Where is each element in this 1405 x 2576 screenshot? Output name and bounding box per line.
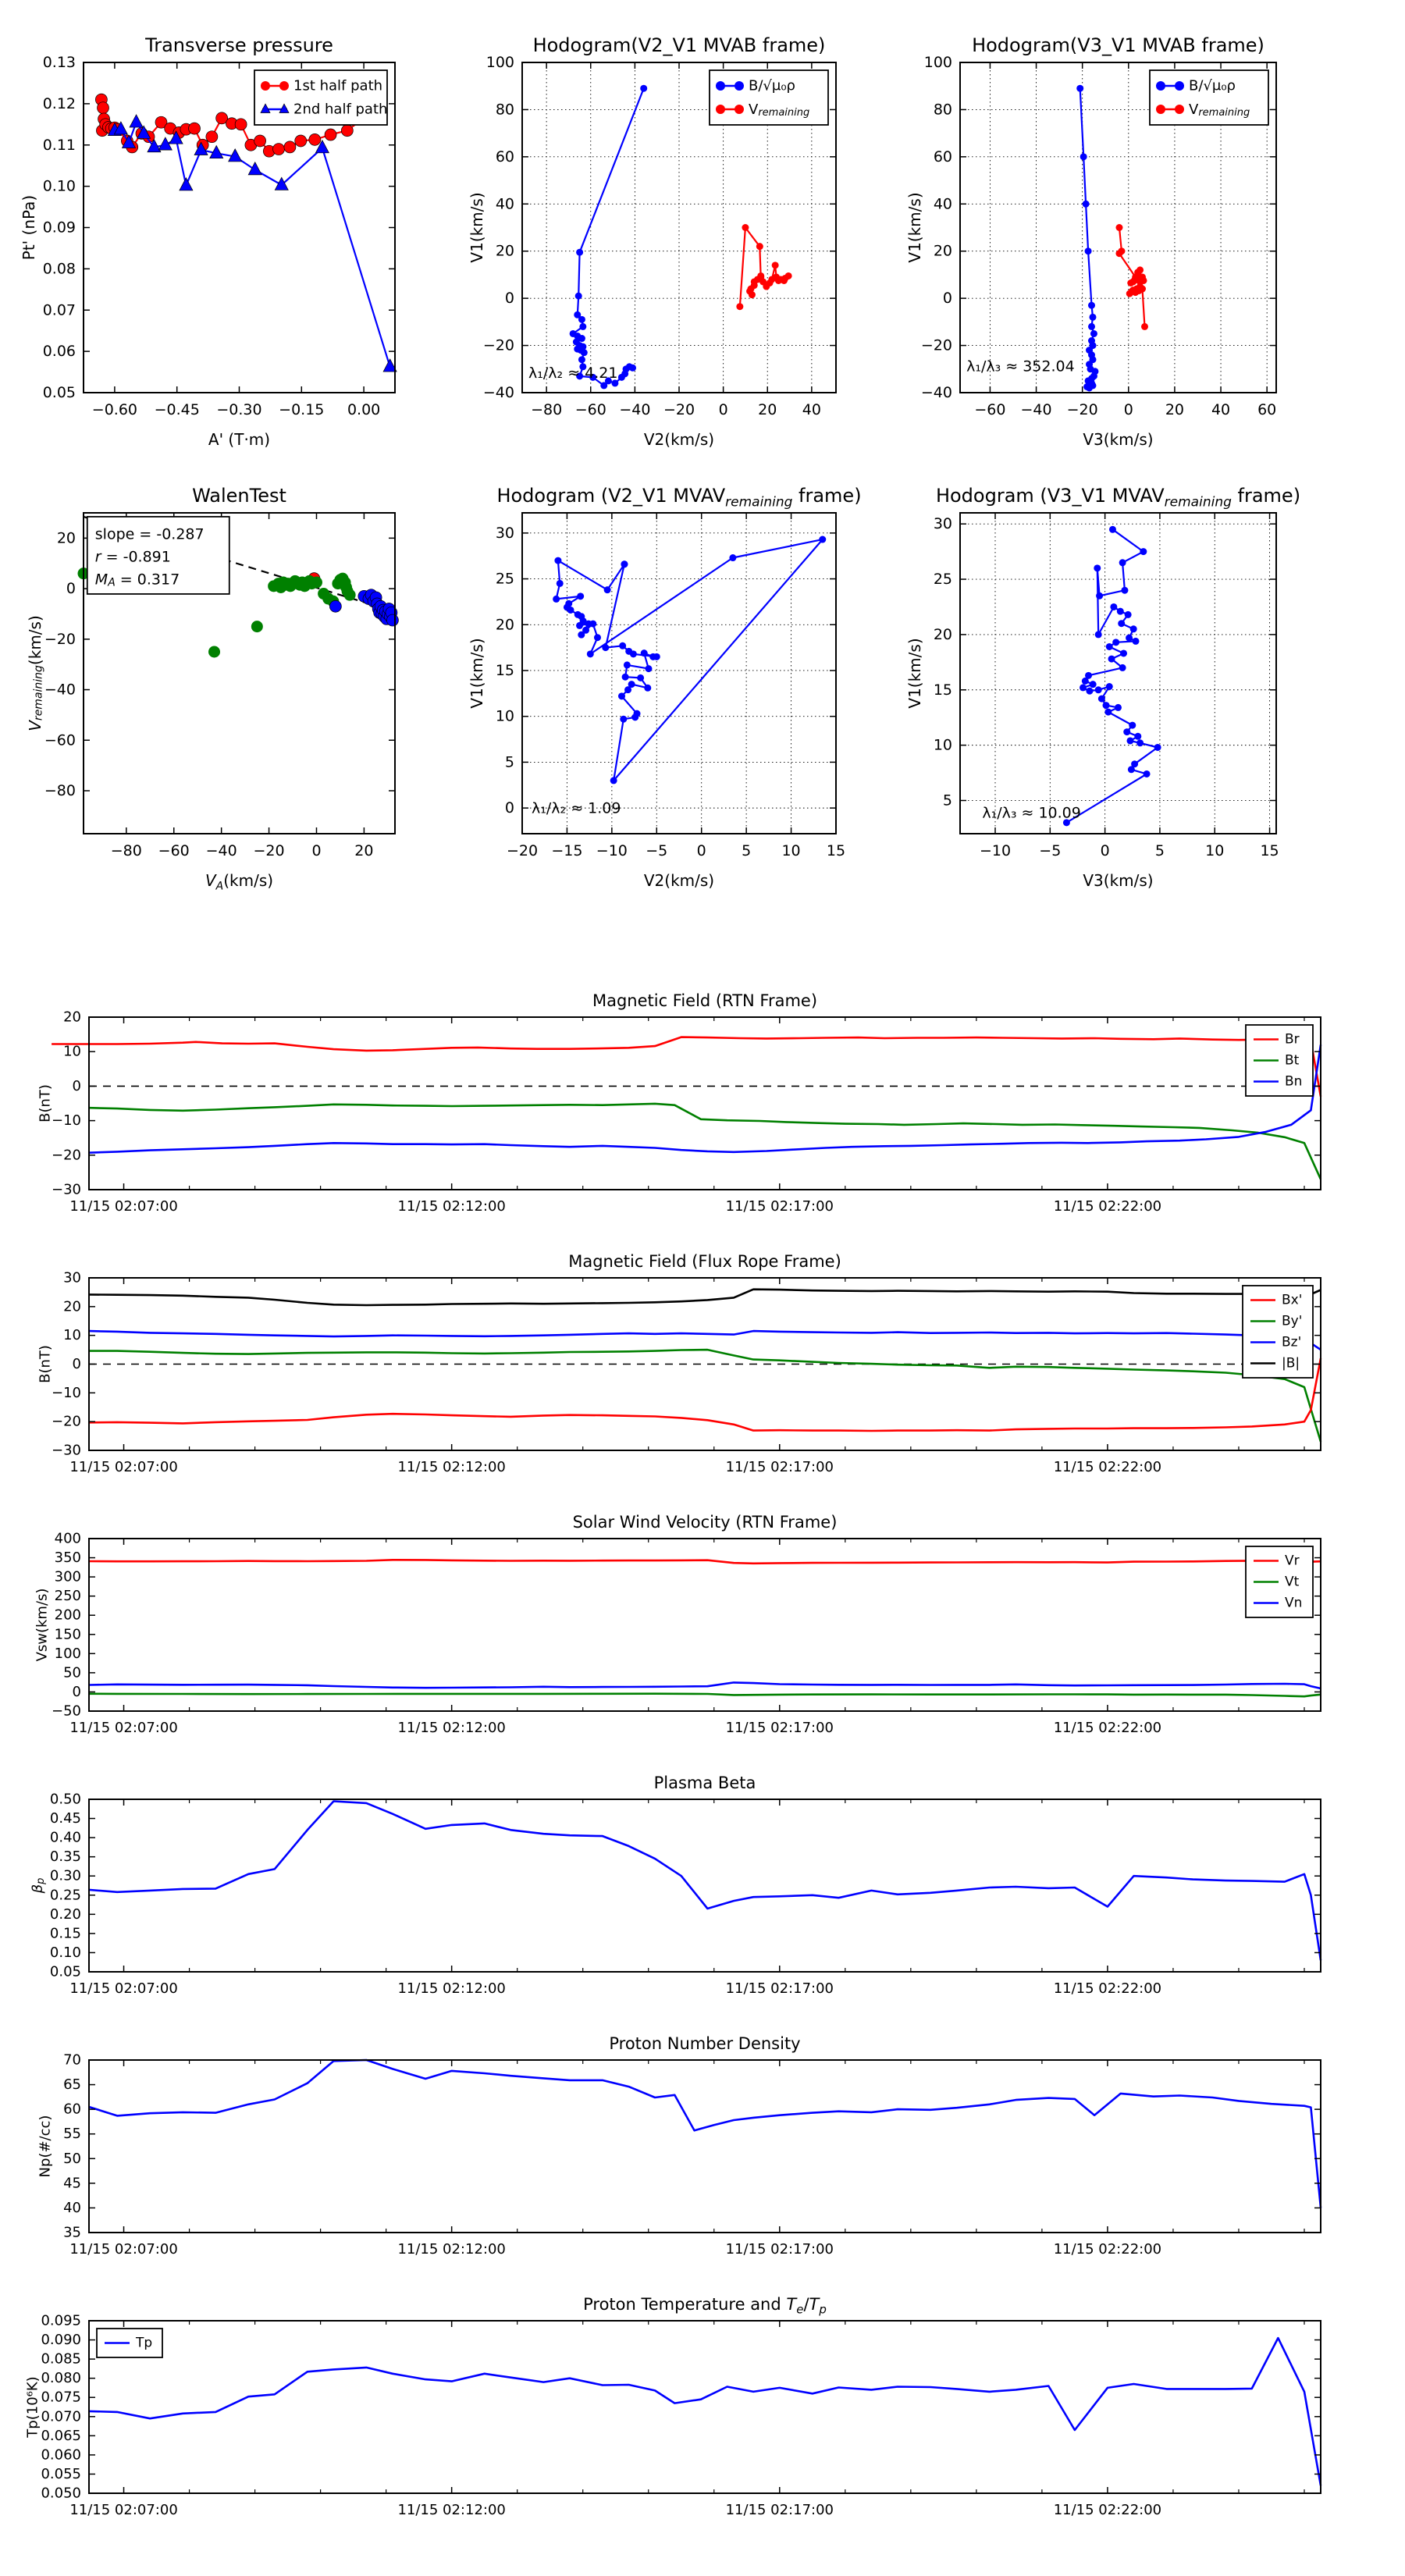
svg-text:0.06: 0.06 [42, 343, 76, 361]
svg-text:λ₁/λ₂ ≈ 4.21: λ₁/λ₂ ≈ 4.21 [528, 364, 618, 382]
svg-text:300: 300 [54, 1568, 81, 1585]
svg-text:1st half path: 1st half path [293, 77, 383, 94]
svg-text:MA = 0.317: $M_A = 0.317$ [94, 571, 180, 589]
svg-text:11/15 02:12:00: 11/15 02:12:00 [397, 1720, 506, 1736]
svg-text:−60: −60 [974, 401, 1006, 418]
svg-text:0.085: 0.085 [41, 2350, 81, 2368]
svg-text:−60: −60 [574, 401, 606, 418]
svg-text:λ₁/λ₃ ≈ 10.09: λ₁/λ₃ ≈ 10.09 [982, 804, 1081, 822]
svg-text:−30: −30 [52, 1442, 81, 1459]
svg-text:−60: −60 [158, 842, 190, 859]
svg-text:0: 0 [72, 1356, 81, 1372]
svg-text:40: 40 [1211, 401, 1231, 418]
svg-text:−20: −20 [253, 842, 285, 859]
svg-text:0.30: 0.30 [49, 1867, 81, 1884]
svg-text:11/15 02:12:00: 11/15 02:12:00 [397, 1459, 506, 1475]
svg-text:200: 200 [54, 1606, 81, 1624]
svg-text:0.15: 0.15 [49, 1925, 81, 1942]
svg-text:11/15 02:07:00: 11/15 02:07:00 [69, 2241, 178, 2258]
svg-text:0.05: 0.05 [49, 1963, 81, 1980]
svg-text:0.050: 0.050 [41, 2485, 81, 2502]
svg-text:10: 10 [781, 842, 801, 859]
svg-text:−10: −10 [52, 1384, 81, 1401]
svg-text:0.12: 0.12 [42, 94, 76, 112]
svg-text:11/15 02:17:00: 11/15 02:17:00 [725, 1980, 834, 1997]
svg-text:0.11: 0.11 [42, 136, 76, 154]
svg-text:40: 40 [802, 401, 821, 418]
svg-text:11/15 02:22:00: 11/15 02:22:00 [1053, 1459, 1162, 1475]
svg-text:B/√μ₀ρ: B/√μ₀ρ [1189, 77, 1236, 94]
svg-text:0.090: 0.090 [41, 2332, 81, 2349]
svg-text:11/15 02:07:00: 11/15 02:07:00 [69, 1980, 178, 1997]
svg-text:11/15 02:17:00: 11/15 02:17:00 [725, 1459, 834, 1475]
svg-text:20: 20 [63, 1298, 81, 1315]
svg-text:65: 65 [63, 2076, 81, 2094]
svg-text:11/15 02:22:00: 11/15 02:22:00 [1053, 1980, 1162, 1997]
svg-text:A' (T·m): A' (T·m) [208, 430, 271, 449]
svg-text:10: 10 [63, 1327, 81, 1344]
svg-text:11/15 02:07:00: 11/15 02:07:00 [69, 2502, 178, 2518]
svg-text:−0.60: −0.60 [91, 401, 138, 418]
svg-text:V1(km/s): V1(km/s) [468, 192, 486, 263]
svg-text:10: 10 [495, 707, 514, 725]
svg-text:V2(km/s): V2(km/s) [643, 430, 715, 449]
svg-text:0.35: 0.35 [49, 1848, 81, 1866]
svg-text:−5: −5 [1039, 842, 1062, 859]
svg-text:|B|: |B| [1282, 1355, 1300, 1372]
svg-text:B/√μ₀ρ: B/√μ₀ρ [749, 77, 795, 94]
chart-walen-test [26, 485, 395, 893]
svg-text:10: 10 [63, 1043, 81, 1060]
svg-text:0: 0 [504, 799, 514, 817]
svg-text:−15: −15 [551, 842, 583, 859]
svg-text:−10: −10 [979, 842, 1012, 859]
svg-text:20: 20 [495, 242, 514, 260]
chart-hodogram-v3v1-mvav [905, 485, 1301, 890]
svg-text:−20: −20 [52, 1413, 81, 1430]
svg-text:−30: −30 [52, 1181, 81, 1198]
svg-text:100: 100 [486, 54, 514, 71]
svg-text:Plasma Beta: Plasma Beta [653, 1774, 756, 1792]
panel-solar-wind-velocity [34, 1513, 1321, 1736]
svg-text:Transverse pressure: Transverse pressure [145, 34, 333, 56]
svg-text:V1(km/s): V1(km/s) [905, 192, 924, 263]
svg-text:60: 60 [933, 148, 952, 165]
svg-text:−20: −20 [506, 842, 539, 859]
panel-magnetic-field-rtn [37, 991, 1321, 1215]
svg-text:100: 100 [54, 1645, 81, 1662]
svg-text:0.40: 0.40 [49, 1829, 81, 1846]
chart-hodogram-v2v1-mvab [468, 34, 836, 449]
svg-text:r = -0.891: r = -0.891 [94, 548, 171, 566]
svg-text:V1(km/s): V1(km/s) [468, 638, 486, 709]
svg-text:0.20: 0.20 [49, 1905, 81, 1923]
svg-text:Tp(10⁶K): Tp(10⁶K) [24, 2376, 41, 2438]
svg-text:WalenTest: WalenTest [192, 485, 286, 507]
panel-plasma-beta [29, 1774, 1321, 1997]
svg-text:20: 20 [758, 401, 777, 418]
svg-text:40: 40 [933, 195, 952, 213]
svg-text:−50: −50 [52, 1703, 81, 1720]
svg-text:slope = -0.287: slope = -0.287 [94, 525, 205, 543]
svg-text:55: 55 [63, 2126, 81, 2143]
svg-text:35: 35 [63, 2224, 81, 2241]
svg-text:11/15 02:12:00: 11/15 02:12:00 [397, 2502, 506, 2518]
svg-text:25: 25 [933, 571, 952, 589]
svg-text:5: 5 [742, 842, 752, 859]
svg-text:−80: −80 [110, 842, 142, 859]
svg-text:11/15 02:12:00: 11/15 02:12:00 [397, 2241, 506, 2258]
svg-text:−60: −60 [44, 731, 76, 749]
panel-proton-temperature [24, 2295, 1321, 2518]
svg-text:0.080: 0.080 [41, 2370, 81, 2387]
svg-text:−20: −20 [44, 630, 76, 648]
svg-text:V3(km/s): V3(km/s) [1083, 430, 1154, 449]
svg-text:0: 0 [696, 842, 706, 859]
svg-text:15: 15 [1260, 842, 1279, 859]
svg-text:11/15 02:07:00: 11/15 02:07:00 [69, 1198, 178, 1215]
svg-text:−40: −40 [205, 842, 237, 859]
svg-text:15: 15 [495, 661, 514, 679]
svg-text:−20: −20 [920, 336, 952, 354]
svg-text:20: 20 [933, 242, 952, 260]
svg-text:80: 80 [495, 101, 514, 119]
svg-text:0: 0 [1123, 401, 1133, 418]
svg-text:Hodogram (V3_V1 MVAVremaining: Hodogram (V3_V1 $MVAV_{remaining}$ frame) [935, 485, 1301, 511]
svg-text:By': By' [1282, 1313, 1303, 1329]
svg-text:Magnetic Field (Flux Rope Fram: Magnetic Field (Flux Rope Frame) [568, 1252, 841, 1271]
svg-text:Pt' (nPa): Pt' (nPa) [20, 194, 38, 261]
svg-text:−40: −40 [482, 384, 514, 401]
svg-text:400: 400 [54, 1530, 81, 1547]
svg-text:11/15 02:12:00: 11/15 02:12:00 [397, 1198, 506, 1215]
svg-text:11/15 02:12:00: 11/15 02:12:00 [397, 1980, 506, 1997]
svg-text:20: 20 [354, 842, 374, 859]
svg-text:0.45: 0.45 [49, 1810, 81, 1827]
svg-text:30: 30 [933, 515, 952, 533]
svg-text:20: 20 [56, 529, 76, 547]
svg-text:5: 5 [504, 753, 514, 771]
svg-text:11/15 02:17:00: 11/15 02:17:00 [725, 1720, 834, 1736]
svg-text:βp: $\beta_p$ [29, 1877, 47, 1894]
svg-text:0.09: 0.09 [42, 219, 76, 237]
svg-text:Proton Number Density: Proton Number Density [609, 2034, 801, 2053]
svg-text:V3(km/s): V3(km/s) [1083, 871, 1154, 890]
svg-text:VA(km/s): $V_A(km/s)$ [205, 871, 274, 893]
svg-text:V2(km/s): V2(km/s) [643, 871, 715, 890]
svg-text:−20: −20 [52, 1147, 81, 1164]
svg-text:Solar Wind Velocity (RTN Frame: Solar Wind Velocity (RTN Frame) [572, 1513, 838, 1532]
svg-text:0: 0 [66, 580, 76, 598]
svg-text:10: 10 [1205, 842, 1225, 859]
svg-text:−40: −40 [619, 401, 651, 418]
svg-text:−80: −80 [44, 781, 76, 799]
svg-text:250: 250 [54, 1588, 81, 1605]
svg-text:Bt: Bt [1285, 1052, 1300, 1069]
svg-text:B(nT): B(nT) [37, 1084, 54, 1123]
svg-text:λ₁/λ₃ ≈ 352.04: λ₁/λ₃ ≈ 352.04 [966, 358, 1075, 375]
svg-text:0.07: 0.07 [42, 301, 76, 319]
chart-hodogram-v3v1-mvab [905, 34, 1277, 449]
svg-text:0: 0 [72, 1683, 81, 1700]
svg-text:Hodogram(V2_V1 MVAB frame): Hodogram(V2_V1 MVAB frame) [532, 34, 826, 56]
svg-text:20: 20 [933, 625, 952, 643]
svg-text:0.065: 0.065 [41, 2427, 81, 2444]
svg-text:Bz': Bz' [1282, 1334, 1302, 1350]
svg-text:Vn: Vn [1285, 1595, 1303, 1611]
svg-text:Hodogram (V2_V1 MVAVremaining: Hodogram (V2_V1 $MVAV_{remaining}$ frame) [496, 485, 862, 511]
svg-text:30: 30 [63, 1269, 81, 1286]
svg-text:−20: −20 [1066, 401, 1098, 418]
svg-text:Vremaining: $V_{remaining}$ [749, 101, 810, 119]
svg-text:V1(km/s): V1(km/s) [905, 638, 924, 709]
svg-text:40: 40 [63, 2199, 81, 2216]
svg-text:Vt: Vt [1285, 1574, 1300, 1590]
svg-text:B(nT): B(nT) [37, 1345, 54, 1383]
svg-text:20: 20 [63, 1009, 81, 1026]
svg-text:−40: −40 [920, 384, 952, 401]
svg-text:Hodogram(V3_V1 MVAB frame): Hodogram(V3_V1 MVAB frame) [972, 34, 1264, 56]
panel-proton-number-density [37, 2034, 1321, 2258]
svg-text:50: 50 [63, 1664, 81, 1681]
svg-text:5: 5 [942, 792, 952, 809]
svg-text:0.08: 0.08 [42, 260, 76, 278]
svg-text:60: 60 [63, 2101, 81, 2118]
svg-text:80: 80 [933, 101, 952, 119]
svg-text:0.095: 0.095 [41, 2312, 81, 2329]
svg-text:−10: −10 [52, 1112, 81, 1130]
svg-text:11/15 02:17:00: 11/15 02:17:00 [725, 2241, 834, 2258]
svg-text:60: 60 [495, 148, 514, 165]
svg-text:0.25: 0.25 [49, 1887, 81, 1904]
svg-text:Magnetic Field (RTN Frame): Magnetic Field (RTN Frame) [592, 991, 818, 1010]
svg-text:11/15 02:22:00: 11/15 02:22:00 [1053, 1198, 1162, 1215]
svg-text:0.50: 0.50 [49, 1791, 81, 1808]
svg-text:Br: Br [1285, 1031, 1300, 1048]
svg-text:−80: −80 [531, 401, 563, 418]
svg-text:40: 40 [495, 195, 514, 213]
svg-text:Proton Temperature and Te/Tp: Proton Temperature and $T_e/T_p$ [583, 2295, 827, 2317]
svg-text:0: 0 [311, 842, 322, 859]
svg-text:0: 0 [942, 290, 952, 308]
svg-text:0.060: 0.060 [41, 2446, 81, 2464]
svg-text:70: 70 [63, 2051, 81, 2069]
svg-text:11/15 02:22:00: 11/15 02:22:00 [1053, 2241, 1162, 2258]
svg-text:30: 30 [495, 524, 514, 542]
svg-text:11/15 02:22:00: 11/15 02:22:00 [1053, 1720, 1162, 1736]
svg-text:−0.45: −0.45 [154, 401, 200, 418]
svg-text:0.10: 0.10 [49, 1944, 81, 1961]
svg-text:Vremaining(km/s): $V_{remaining}(km/s)$ [26, 615, 45, 731]
svg-text:11/15 02:17:00: 11/15 02:17:00 [725, 2502, 834, 2518]
svg-text:Tp: Tp [136, 2335, 153, 2351]
svg-text:45: 45 [63, 2175, 81, 2192]
svg-text:20: 20 [495, 616, 514, 634]
svg-text:10: 10 [933, 736, 952, 754]
svg-text:0.05: 0.05 [42, 384, 76, 401]
svg-text:0.055: 0.055 [41, 2465, 81, 2482]
svg-text:Vsw(km/s): Vsw(km/s) [34, 1588, 51, 1662]
svg-text:25: 25 [495, 570, 514, 588]
panel-magnetic-field-flux-rope [37, 1252, 1321, 1475]
svg-text:Np(#/cc): Np(#/cc) [37, 2115, 54, 2178]
svg-text:−10: −10 [596, 842, 628, 859]
svg-text:Vremaining: $V_{remaining}$ [1189, 101, 1250, 119]
svg-text:15: 15 [933, 681, 952, 699]
svg-text:−40: −40 [44, 681, 76, 699]
svg-text:100: 100 [923, 54, 952, 71]
svg-text:11/15 02:17:00: 11/15 02:17:00 [725, 1198, 834, 1215]
svg-text:−20: −20 [482, 336, 514, 354]
svg-text:11/15 02:07:00: 11/15 02:07:00 [69, 1720, 178, 1736]
svg-text:0.070: 0.070 [41, 2408, 81, 2425]
svg-text:50: 50 [63, 2150, 81, 2167]
svg-text:0.00: 0.00 [347, 401, 381, 418]
svg-text:350: 350 [54, 1550, 81, 1567]
svg-text:−40: −40 [1020, 401, 1052, 418]
svg-text:λ₁/λ₂ ≈ 1.09: λ₁/λ₂ ≈ 1.09 [532, 799, 621, 817]
chart-hodogram-v2v1-mvav [468, 485, 862, 890]
svg-text:Bn: Bn [1285, 1073, 1303, 1090]
svg-text:0.10: 0.10 [42, 177, 76, 195]
svg-text:Vr: Vr [1285, 1553, 1300, 1569]
svg-text:150: 150 [54, 1626, 81, 1643]
svg-text:0.075: 0.075 [41, 2389, 81, 2406]
svg-text:60: 60 [1257, 401, 1277, 418]
svg-text:0: 0 [504, 290, 514, 308]
svg-text:5: 5 [1154, 842, 1165, 859]
chart-transverse-pressure [20, 34, 395, 449]
svg-text:0.13: 0.13 [42, 54, 76, 71]
svg-text:0: 0 [72, 1077, 81, 1094]
svg-text:20: 20 [1165, 401, 1185, 418]
svg-text:−0.30: −0.30 [216, 401, 262, 418]
svg-text:15: 15 [826, 842, 846, 859]
svg-text:−5: −5 [646, 842, 668, 859]
svg-text:11/15 02:07:00: 11/15 02:07:00 [69, 1459, 178, 1475]
svg-text:−0.15: −0.15 [279, 401, 325, 418]
svg-text:−20: −20 [663, 401, 695, 418]
svg-text:11/15 02:22:00: 11/15 02:22:00 [1053, 2502, 1162, 2518]
svg-text:0: 0 [1100, 842, 1110, 859]
svg-text:2nd half path: 2nd half path [293, 101, 388, 118]
svg-text:Bx': Bx' [1282, 1292, 1303, 1308]
svg-text:0: 0 [718, 401, 728, 418]
